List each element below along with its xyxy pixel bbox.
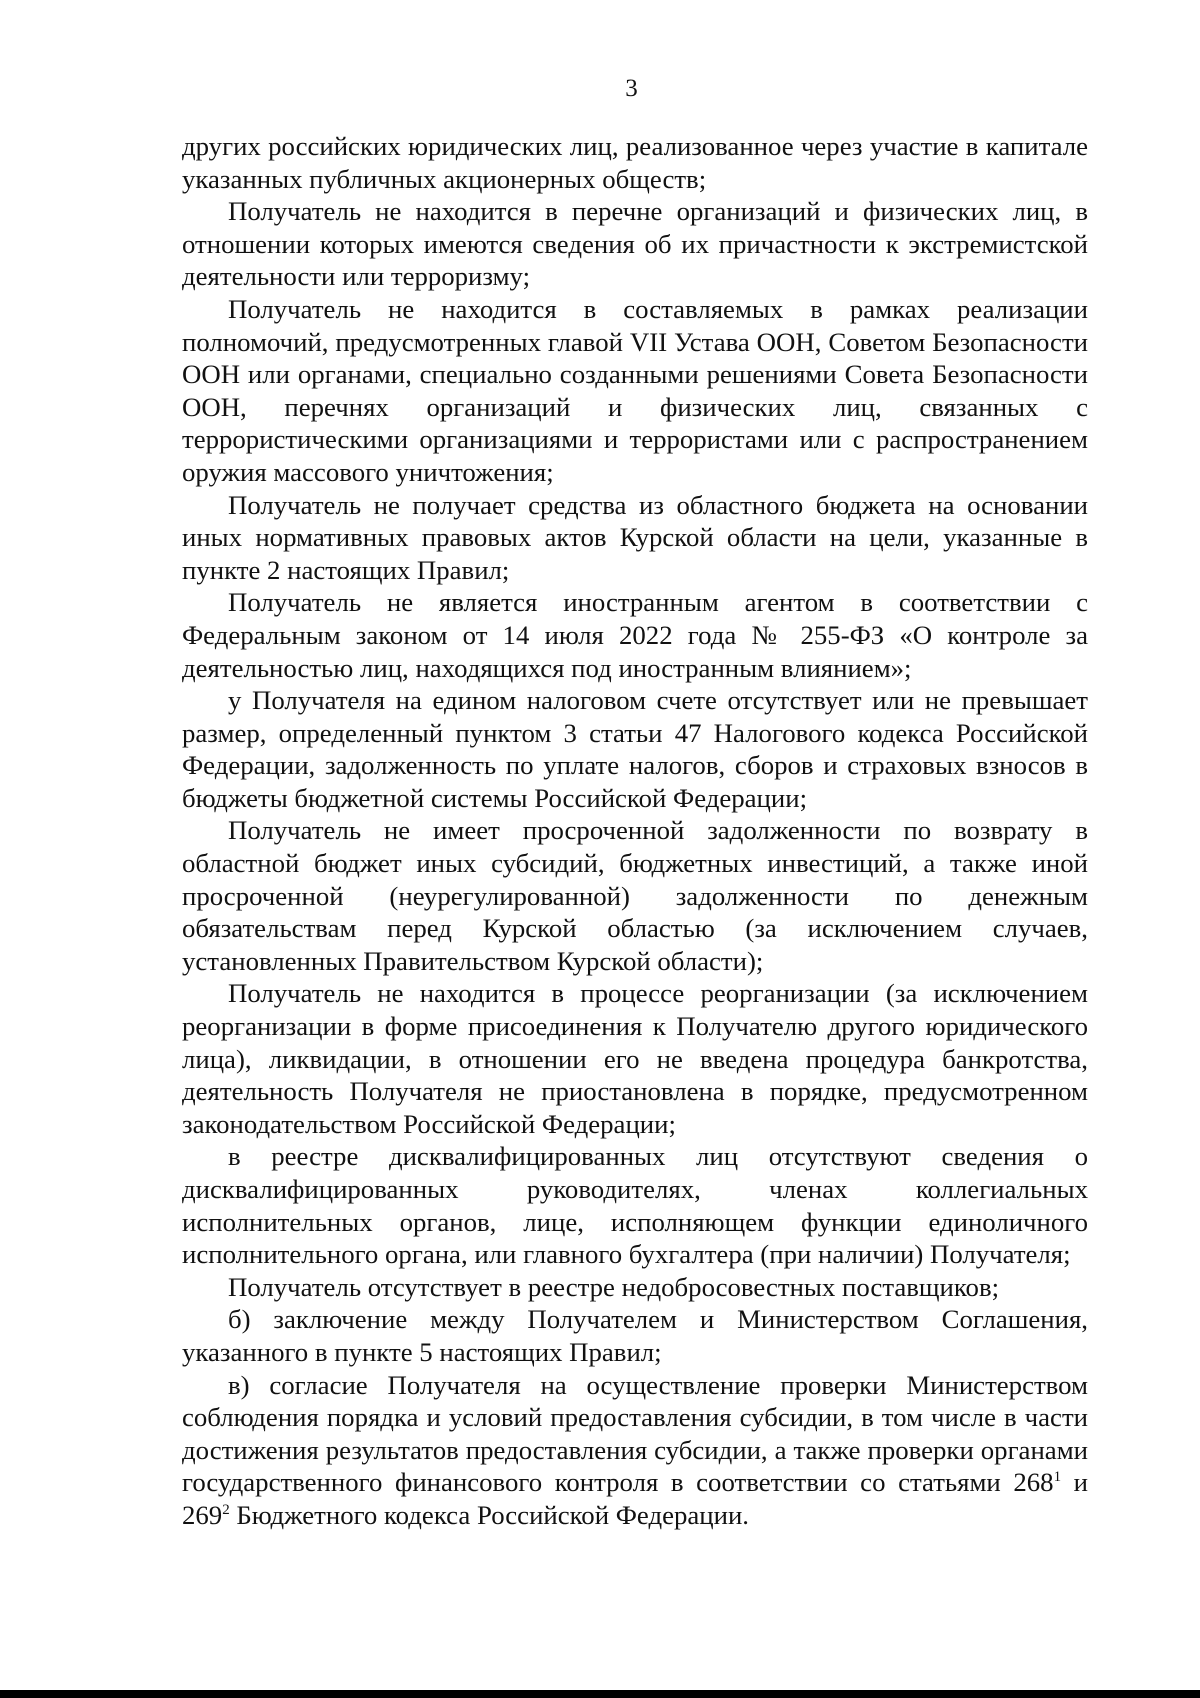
- paragraph-tax-debt: у Получателя на едином налоговом счете отсутствует или не превышает размер, определенный пунктом 3 статьи 47 Налогового кодекса Российской Федерации, задолженность по уплате налогов, сборов и страховых взносов в бюджеты бюджетной системы Российской Федерации;: [182, 685, 1088, 813]
- paragraph-reorganization: Получатель не находится в процессе реорганизации (за исключением реорганизации в форме присоединения к Получателю другого юридического лица), ликвидации, в отношении его не введена процедура банкротства, деятельность Получателя не приостановлена в порядке, предусмотренном законодательством Российской Федерации;: [182, 978, 1088, 1139]
- scan-bottom-edge: [0, 1690, 1200, 1698]
- paragraph-agreement: б) заключение между Получателем и Министерством Соглашения, указанного в пункте 5 настоящих Правил;: [182, 1304, 1088, 1367]
- paragraph-overdue-debt: Получатель не имеет просроченной задолженности по возврату в областной бюджет иных субсидий, бюджетных инвестиций, а также иной просроченной (неурегулированной) задолженности по денежным обязательствам перед Курской областью (за исключением случаев, установленных Правительством Курской области);: [182, 815, 1088, 976]
- paragraph-consent-to-inspection: [182, 1369, 1088, 1532]
- paragraph-continuation: других российских юридических лиц, реализованное через участие в капитале указанных публичных акционерных обществ;: [182, 131, 1088, 194]
- paragraph-disqualified-persons: в реестре дисквалифицированных лиц отсутствуют сведения о дисквалифицированных руководителях, членах коллегиальных исполнительных органов, лице, исполняющем функции единоличного исполнительного органа, или главного бухгалтера (при наличии) Получателя;: [182, 1141, 1088, 1270]
- consent-text-after: Бюджетного кодекса Российской Федерации.: [229, 1499, 749, 1530]
- superscript-2: 2: [222, 1502, 230, 1519]
- superscript-1: 1: [1053, 1469, 1062, 1486]
- paragraph-un-sanctions-list: Получатель не находится в составляемых в рамках реализации полномочий, предусмотренных главой VII Устава ООН, Советом Безопасности ООН или органами, специально созданными решениями Совета Безопасности ООН, перечнях организаций и физических лиц, связанных с террористическими организациями и террористами или с распространением оружия массового уничтожения;: [182, 293, 1088, 487]
- paragraph-foreign-agent: Получатель не является иностранным агентом в соответствии с Федеральным законом от 14 июля 2022 года № 255-ФЗ «О контроле за деятельностью лиц, находящихся под иностранным влиянием»;: [182, 587, 1088, 683]
- consent-text-middle: и 269: [182, 1467, 1089, 1530]
- paragraph-unreliable-suppliers: Получатель отсутствует в реестре недобросовестных поставщиков;: [228, 1271, 1000, 1302]
- paragraph-other-budget-funds: Получатель не получает средства из областного бюджета на основании иных нормативных правовых актов Курской области на цели, указанные в пункте 2 настоящих Правил;: [182, 489, 1088, 585]
- consent-text-before: в) согласие Получателя на осуществление проверки Министерством соблюдения порядка и условий предоставления субсидии, в том числе в части достижения результатов предоставления субсидии, а также проверки органами государственного финансового контроля в соответствии со статьями 268: [182, 1369, 1088, 1498]
- page-number: 3: [625, 75, 638, 102]
- document-body: [182, 130, 1088, 1532]
- paragraph-extremism-list: Получатель не находится в перечне организаций и физических лиц, в отношении которых имеются сведения об их причастности к экстремистской деятельности или терроризму;: [182, 196, 1088, 292]
